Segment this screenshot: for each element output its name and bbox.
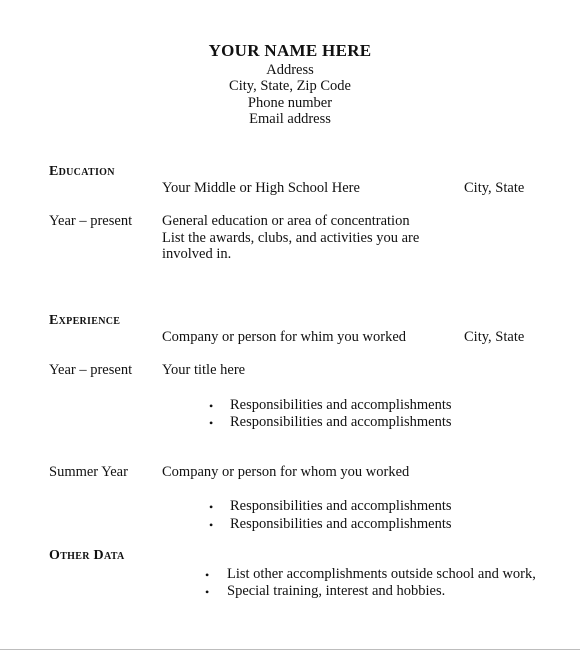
experience-heading: Experience	[49, 313, 121, 328]
bullet-icon: •	[205, 568, 210, 582]
other-bullet: List other accomplishments outside school and work,	[227, 566, 536, 582]
education-date: Year – present	[49, 213, 133, 229]
education-heading: Education	[49, 164, 115, 179]
bullet-icon: •	[205, 585, 210, 599]
job1-date: Year – present	[49, 362, 133, 378]
education-location: City, State	[464, 180, 525, 196]
education-detail-line: List the awards, clubs, and activities you are	[162, 230, 420, 246]
email-line: Email address	[249, 111, 331, 127]
job2-company: Company or person for whom you worked	[162, 464, 410, 480]
city-state-zip-line: City, State, Zip Code	[229, 78, 351, 94]
education-detail-line: involved in.	[162, 246, 232, 262]
bullet-icon: •	[209, 416, 214, 430]
bullet-icon: •	[209, 399, 214, 413]
resume-name: YOUR NAME HERE	[208, 41, 372, 60]
bullet-icon: •	[209, 500, 214, 514]
job1-bullet: Responsibilities and accomplishments	[230, 414, 452, 430]
job1-title: Your title here	[162, 362, 246, 378]
other-data-heading: Other Data	[49, 548, 125, 563]
other-bullet: Special training, interest and hobbies.	[227, 583, 446, 599]
phone-line: Phone number	[247, 95, 333, 111]
job2-bullet: Responsibilities and accomplishments	[230, 516, 452, 532]
education-school: Your Middle or High School Here	[162, 180, 360, 196]
bullet-icon: •	[209, 518, 214, 532]
job2-date: Summer Year	[49, 464, 128, 480]
job2-bullet: Responsibilities and accomplishments	[230, 498, 452, 514]
job1-bullet: Responsibilities and accomplishments	[230, 397, 452, 413]
job1-company: Company or person for whim you worked	[162, 329, 407, 345]
job1-location: City, State	[464, 329, 525, 345]
address-line: Address	[266, 62, 314, 78]
education-detail-line: General education or area of concentration	[162, 213, 410, 229]
